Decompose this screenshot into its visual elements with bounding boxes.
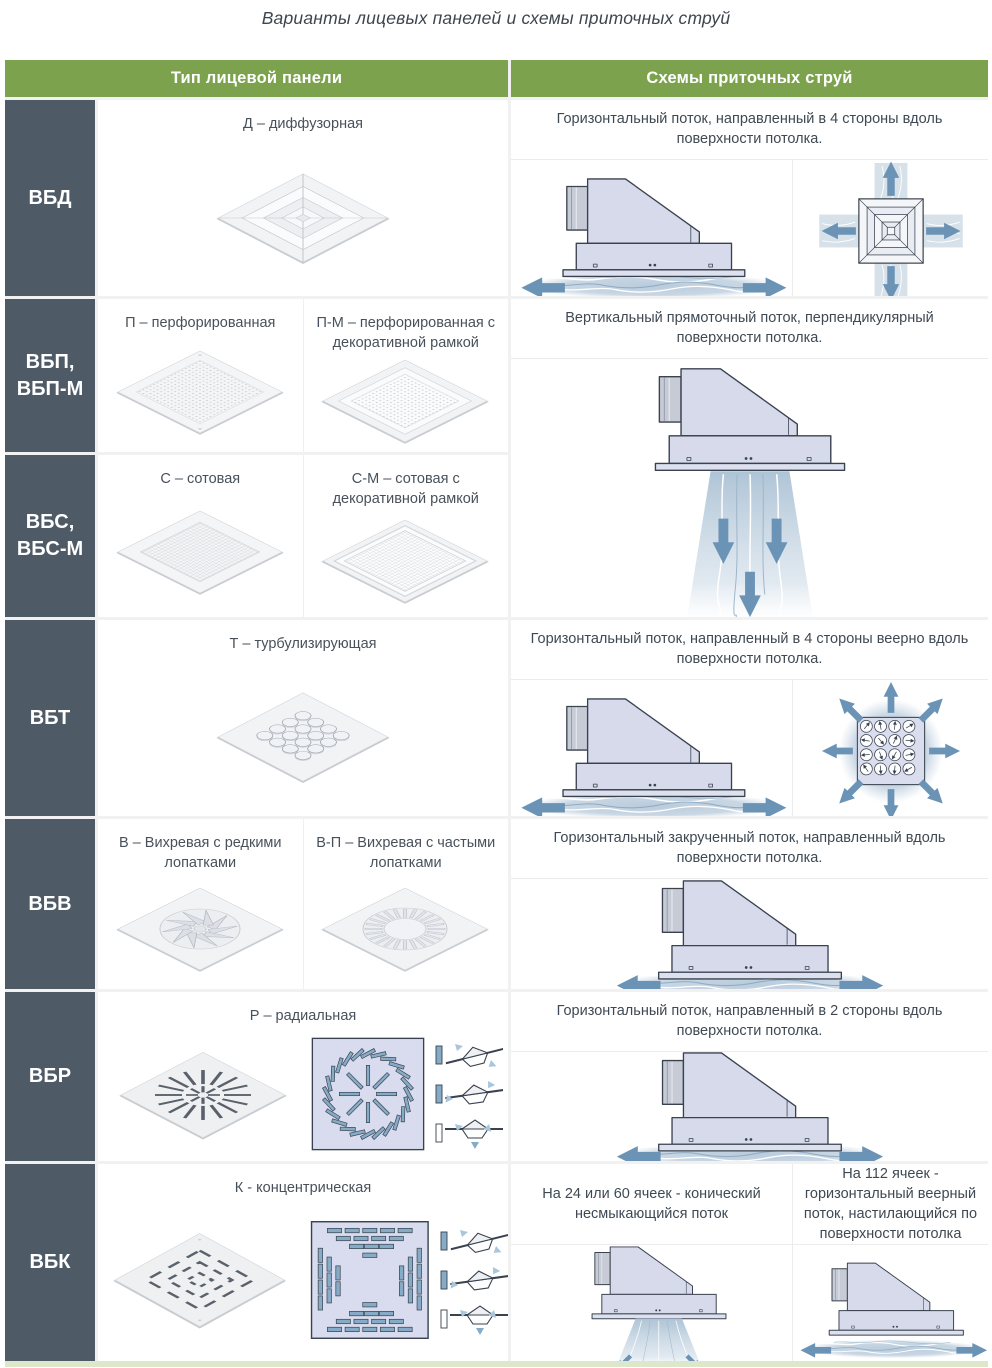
panel-cell-vbt (98, 620, 508, 816)
diffuser-top-view-diagram (798, 160, 984, 296)
scheme-caption: Горизонтальный закрученный поток, направленный вдоль поверхности потолка. (511, 819, 988, 879)
panel-cell-vbk (98, 1164, 508, 1361)
panel-cell-vbp (98, 299, 508, 452)
scheme-caption: Горизонтальный поток, направленный в 2 стороны вдоль поверхности потолка. (511, 992, 988, 1052)
side-flow-horizontal-diagram (580, 1052, 920, 1161)
diffuser-panel-icon (178, 140, 428, 290)
scheme-cell-vbp-vbs (511, 299, 988, 617)
scheme-cell-vbk (511, 1164, 988, 1361)
side-flow-conical-diagram (527, 1245, 777, 1361)
panel-types-table (5, 60, 988, 1361)
panel-cell-vbr (98, 992, 508, 1161)
turbulizing-panel-icon (178, 661, 428, 809)
row-code-vbv: ВБВ (5, 819, 95, 989)
panel-label: П – перфорированная (125, 315, 276, 331)
flow-pattern-icon (433, 1077, 503, 1111)
panel-label: В-П – Вихревая с частыми лопатками (316, 835, 496, 871)
row-code-vbt: ВБТ (5, 620, 95, 816)
column-header-panel-type: Тип лицевой панели (5, 60, 508, 97)
flow-pattern-icon (433, 1038, 503, 1072)
turbulizer-top-view-diagram (798, 680, 984, 816)
scheme-cell-vbr (511, 992, 988, 1161)
panel-label: Т – турбулизирующая (229, 636, 377, 652)
concentric-slot-schematic (308, 1218, 432, 1342)
panel-cell-vbs (98, 455, 508, 617)
panel-label: С – сотовая (160, 471, 241, 487)
scheme-caption: Вертикальный прямоточный поток, перпендикулярный поверхности потолка. (511, 299, 988, 359)
perforated-panel-icon (108, 342, 293, 444)
vortex-sparse-panel-icon (108, 879, 293, 983)
side-flow-horizontal-diagram (793, 1252, 988, 1361)
panel-label: Д – диффузорная (243, 116, 363, 132)
panel-label: Р – радиальная (249, 1008, 357, 1024)
row-code-vbd: ВБД (5, 100, 95, 296)
panel-cell-vbd (98, 100, 508, 296)
scheme-caption: Горизонтальный поток, направленный в 4 стороны веерно вдоль поверхности потолка. (511, 620, 988, 680)
side-flow-vertical-diagram (600, 359, 900, 617)
side-flow-horizontal-diagram (580, 879, 920, 989)
table-bottom-accent (5, 1361, 988, 1367)
panel-label: К - концентрическая (234, 1180, 372, 1196)
concentric-panel-icon (98, 1210, 302, 1350)
page-title: Варианты лицевых панелей и схемы приточных струй (261, 8, 731, 28)
column-header-jet-schemes: Схемы приточных струй (511, 60, 988, 97)
scheme-cell-vbd (511, 100, 988, 296)
scheme-caption: На 24 или 60 ячеек - конический несмыкающийся поток (511, 1164, 792, 1245)
radial-slot-schematic (309, 1035, 427, 1153)
flow-pattern-icon (438, 1302, 508, 1336)
perforated-framed-panel-icon (313, 355, 498, 451)
honeycomb-framed-panel-icon (313, 511, 498, 615)
vortex-dense-panel-icon (313, 879, 498, 983)
panel-label: П-М – перфорированная с декоративной рамкой (316, 315, 496, 351)
scheme-caption: На 112 ячеек - горизонтальный веерный поток, настилающийся по поверхности потолка (793, 1164, 988, 1245)
side-flow-horizontal-diagram (516, 160, 788, 296)
row-code-vbr: ВБР (5, 992, 95, 1161)
panel-label: С-М – сотовая с декоративной рамкой (332, 471, 479, 507)
flow-pattern-icon (438, 1224, 508, 1258)
scheme-cell-vbt (511, 620, 988, 816)
row-code-vbk: ВБК (5, 1164, 95, 1361)
side-flow-horizontal-diagram (516, 680, 788, 816)
scheme-caption: Горизонтальный поток, направленный в 4 стороны вдоль поверхности потолка. (511, 100, 988, 160)
flow-pattern-icon (433, 1116, 503, 1150)
row-code-vbs: ВБС, ВБС-М (5, 455, 95, 617)
honeycomb-panel-icon (108, 498, 293, 608)
panel-label: В – Вихревая с редкими лопатками (119, 835, 282, 871)
flow-pattern-icon (438, 1263, 508, 1297)
panel-cell-vbv (98, 819, 508, 989)
radial-panel-icon (103, 1031, 303, 1157)
scheme-cell-vbv (511, 819, 988, 989)
row-code-vbp: ВБП, ВБП-М (5, 299, 95, 452)
